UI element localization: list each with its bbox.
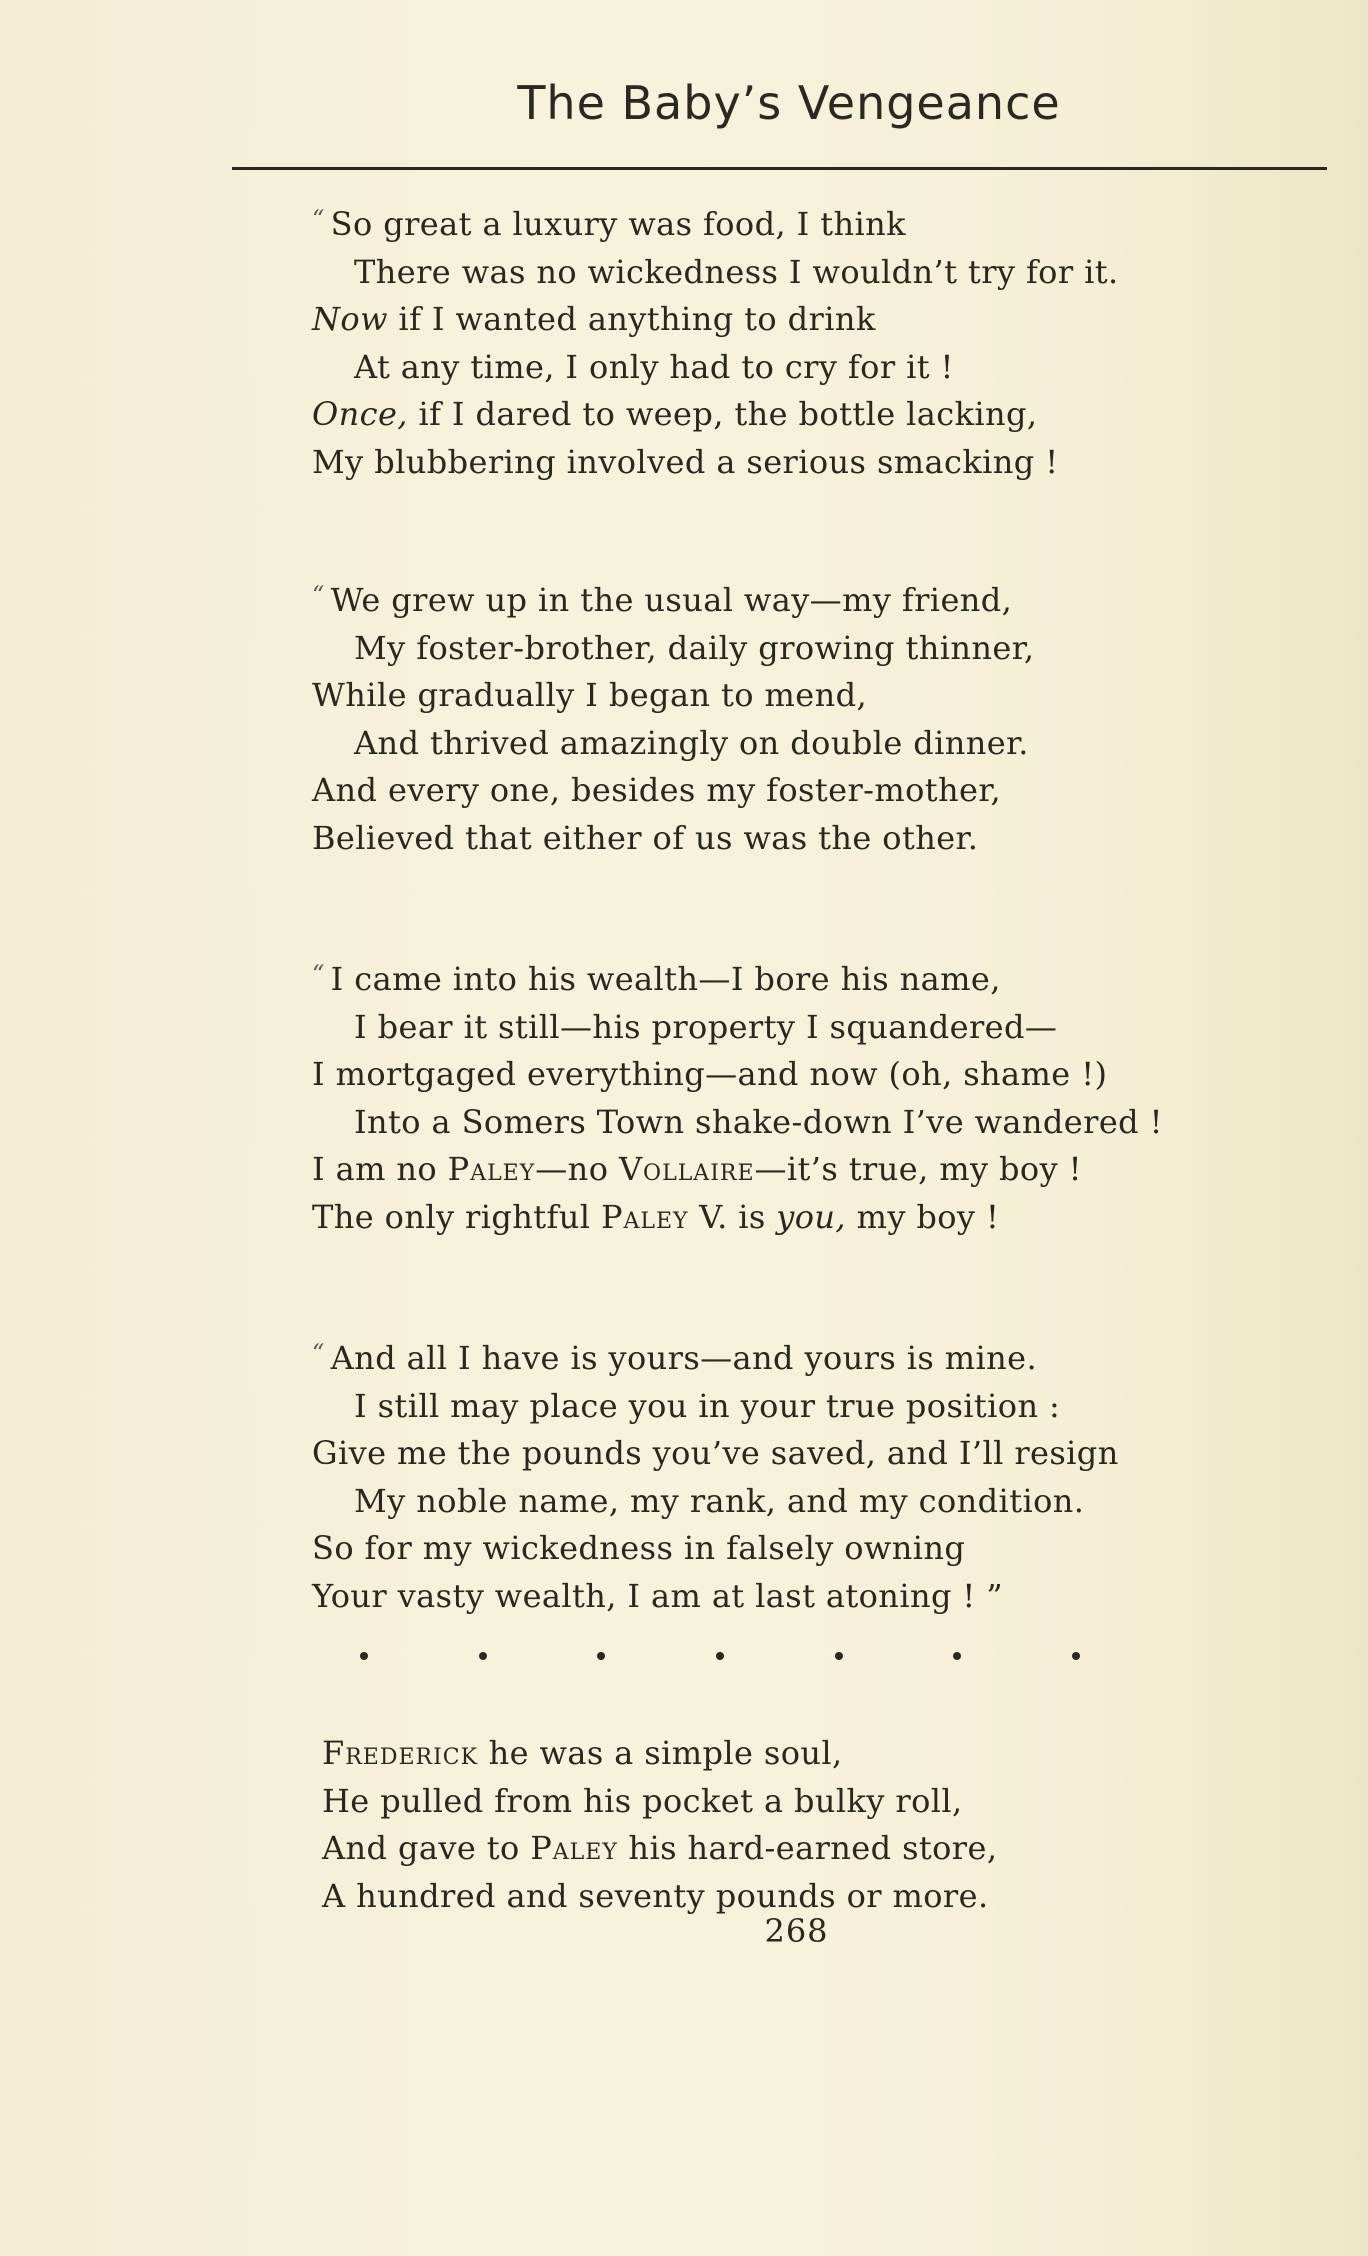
- verse-line: [312, 391, 1119, 439]
- verse-text: Believed that either of us was the other.: [312, 818, 979, 857]
- section-break-dots: [360, 1652, 1080, 1660]
- verse-line: [312, 767, 1034, 815]
- page-number-text: 268: [764, 1912, 829, 1950]
- verse-text: And gave to: [322, 1829, 531, 1868]
- verse-text: I still may place you in your true position :: [354, 1386, 1061, 1425]
- stanza-1: [312, 196, 1119, 487]
- verse-line: [312, 1099, 1163, 1147]
- verse-text: So for my wickedness in falsely owning: [312, 1529, 966, 1568]
- verse-text: —no: [535, 1150, 619, 1189]
- page-number: [0, 1912, 1368, 1950]
- ellipsis-dot: [479, 1652, 487, 1660]
- verse-text: And thrived amazingly on double dinner.: [354, 723, 1029, 762]
- verse-text: I came into his wealth—I bore his name,: [330, 960, 1001, 998]
- open-quote: “: [312, 581, 325, 609]
- verse-text: I am no: [312, 1150, 448, 1189]
- verse-text: if I dared to weep, the bottle lacking,: [407, 395, 1038, 434]
- header-rule: [232, 167, 1327, 170]
- small-caps-name: Paley: [530, 1829, 618, 1868]
- stanza-2: [312, 572, 1034, 863]
- verse-line: [312, 1430, 1119, 1478]
- stanza-4: [312, 1330, 1119, 1621]
- verse-text: if I wanted anything to drink: [387, 300, 876, 339]
- ellipsis-dot: [716, 1652, 724, 1660]
- verse-text: We grew up in the usual way—my friend,: [330, 581, 1013, 619]
- verse-text: At any time, I only had to cry for it !: [354, 347, 954, 386]
- verse-text: Into a Somers Town shake-down I’ve wandered !: [354, 1102, 1163, 1141]
- verse-text: And every one, besides my foster-mother,: [312, 771, 1002, 810]
- verse-text: My noble name, my rank, and my condition.: [354, 1481, 1085, 1520]
- verse-line: [312, 572, 1034, 625]
- verse-text: V. is: [688, 1197, 777, 1236]
- verse-text: his hard-earned store,: [617, 1829, 998, 1868]
- verse-text: The only rightful: [312, 1197, 601, 1236]
- verse-line: [312, 951, 1163, 1004]
- stanza-5: [322, 1730, 997, 1920]
- small-caps-name: Vollaire: [618, 1150, 755, 1189]
- ellipsis-dot: [953, 1652, 961, 1660]
- verse-line: [312, 196, 1119, 249]
- verse-line: [322, 1778, 997, 1826]
- verse-line: [312, 344, 1119, 392]
- verse-text: And all I have is yours—and yours is mine.: [330, 1339, 1038, 1377]
- ellipsis-dot: [835, 1652, 843, 1660]
- verse-line: [312, 720, 1034, 768]
- verse-text: So great a luxury was food, I think: [330, 205, 906, 243]
- running-title: The Baby’s Vengeance: [517, 76, 1061, 130]
- italic-word: Once,: [312, 395, 408, 434]
- verse-line: [312, 1004, 1163, 1052]
- verse-line: [322, 1730, 997, 1778]
- verse-line: [322, 1825, 997, 1873]
- open-quote: “: [312, 1339, 325, 1367]
- verse-line: [312, 439, 1119, 487]
- verse-line: [312, 1146, 1163, 1194]
- verse-line: [312, 1525, 1119, 1573]
- verse-text: I mortgaged everything—and now (oh, shame !): [312, 1055, 1108, 1094]
- verse-text: While gradually I began to mend,: [312, 676, 868, 715]
- small-caps-name: Paley: [600, 1197, 689, 1236]
- verse-line: [312, 1194, 1163, 1242]
- verse-text: Give me the pounds you’ve saved, and I’ll resign: [312, 1434, 1119, 1473]
- verse-text: my boy !: [846, 1197, 1000, 1236]
- verse-line: [312, 1573, 1119, 1621]
- ellipsis-dot: [597, 1652, 605, 1660]
- italic-word: Now: [312, 300, 388, 339]
- verse-line: [312, 625, 1034, 673]
- verse-text: Your vasty wealth, I am at last atoning ! ”: [312, 1576, 1004, 1615]
- stanza-3: [312, 951, 1163, 1242]
- verse-text: he was a simple soul,: [478, 1734, 843, 1772]
- ellipsis-dot: [1072, 1652, 1080, 1660]
- open-quote: “: [312, 205, 325, 233]
- small-caps-name: Paley: [447, 1150, 536, 1189]
- verse-text: My foster-brother, daily growing thinner,: [354, 628, 1035, 667]
- verse-line: [312, 815, 1034, 863]
- verse-line: [312, 1051, 1163, 1099]
- verse-text: A hundred and seventy pounds or more.: [322, 1876, 989, 1915]
- verse-line: [312, 249, 1119, 297]
- verse-text: I bear it still—his property I squandered—: [354, 1007, 1058, 1046]
- open-quote: “: [312, 960, 325, 988]
- verse-line: [312, 1478, 1119, 1526]
- verse-text: There was no wickedness I wouldn’t try for it.: [354, 252, 1119, 291]
- small-caps-name: Frederick: [322, 1734, 479, 1772]
- verse-text: He pulled from his pocket a bulky roll,: [322, 1781, 963, 1820]
- ellipsis-dot: [360, 1652, 368, 1660]
- verse-line: [312, 672, 1034, 720]
- verse-line: [312, 1330, 1119, 1383]
- verse-line: [312, 296, 1119, 344]
- running-head: [0, 76, 1368, 130]
- verse-text: My blubbering involved a serious smacking !: [312, 442, 1059, 481]
- verse-line: [312, 1383, 1119, 1431]
- italic-word: you,: [776, 1197, 846, 1236]
- verse-text: —it’s true, my boy !: [754, 1150, 1082, 1189]
